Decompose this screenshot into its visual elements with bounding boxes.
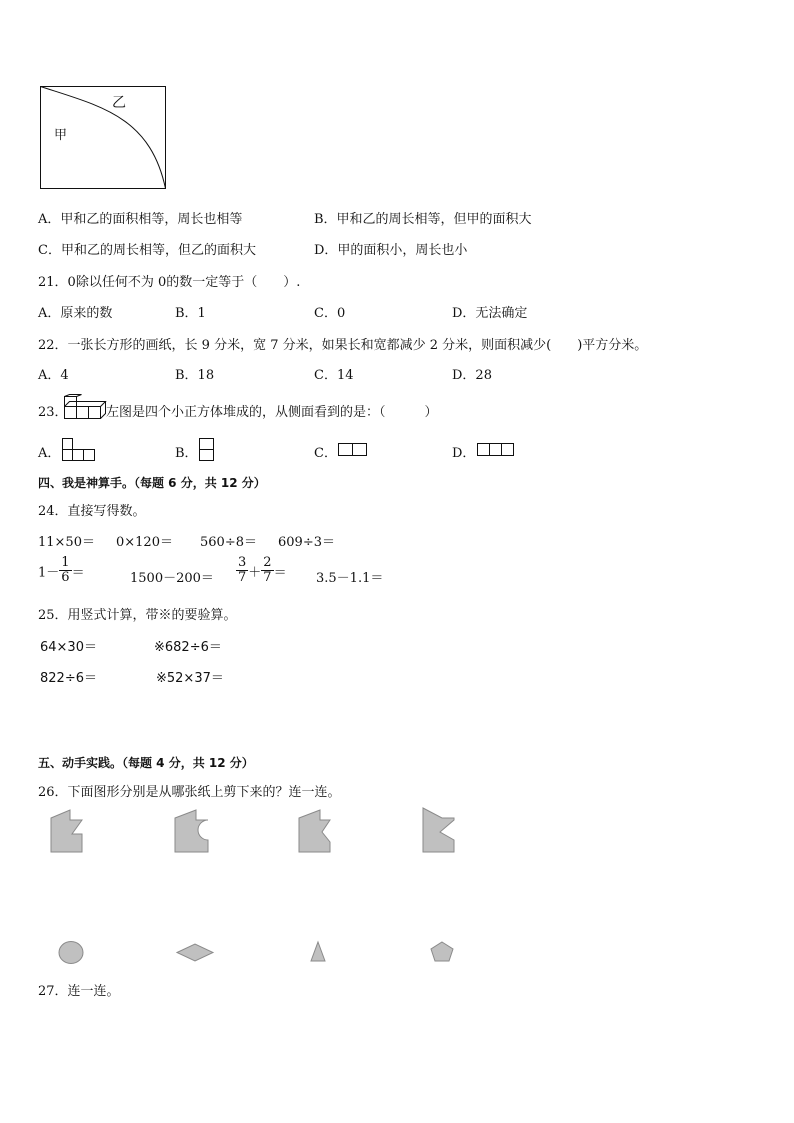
q20-option-a[interactable]: A．甲和乙的面积相等，周长也相等 bbox=[38, 212, 243, 227]
paper-shape-1[interactable] bbox=[50, 808, 84, 854]
rhombus-shape[interactable] bbox=[176, 942, 216, 964]
calc-row1-4: 609÷3＝ bbox=[278, 535, 335, 550]
q23-option-c[interactable]: C． bbox=[314, 446, 337, 461]
q20-option-d[interactable]: D．甲的面积小，周长也小 bbox=[314, 243, 468, 258]
circle-shape[interactable] bbox=[58, 940, 86, 966]
view-b-icon bbox=[199, 438, 215, 462]
cube-stack-icon bbox=[64, 394, 106, 420]
vertical-calc-3: 822÷6＝ bbox=[40, 671, 97, 686]
vertical-calc-4: ※52×37＝ bbox=[156, 671, 224, 686]
q27-stem: 27．连一连。 bbox=[38, 984, 120, 999]
q23-option-b[interactable]: B． bbox=[175, 446, 198, 461]
view-a-icon bbox=[62, 438, 98, 462]
q22-option-d[interactable]: D．28 bbox=[452, 368, 492, 383]
q21-option-d[interactable]: D．无法确定 bbox=[452, 306, 528, 321]
calc-row2-4: 3.5－1.1＝ bbox=[316, 571, 384, 586]
q20-option-b[interactable]: B．甲和乙的周长相等，但甲的面积大 bbox=[314, 212, 532, 227]
calc-row2-2: 1500－200＝ bbox=[130, 571, 214, 586]
section4-title: 四、我是神算手。（每题 6 分，共 12 分） bbox=[38, 476, 266, 490]
vertical-calc-2: ※682÷6＝ bbox=[154, 640, 222, 655]
label-jia: 甲 bbox=[54, 128, 68, 143]
vertical-calc-1: 64×30＝ bbox=[40, 640, 97, 655]
section5-title: 五、动手实践。（每题 4 分，共 12 分） bbox=[38, 756, 254, 770]
q22-option-c[interactable]: C．14 bbox=[314, 368, 354, 383]
fraction: $\frac{2}{7}$ bbox=[263, 555, 272, 586]
q24-stem: 24．直接写得数。 bbox=[38, 504, 146, 519]
fraction: $\frac{3}{7}$ bbox=[238, 555, 247, 586]
calc-row2-3: $\frac{3}{7}$ ＋ $\frac{2}{7}$ ＝ bbox=[238, 555, 287, 586]
calc-row2-1: 1－ $\frac{1}{6}$ ＝ bbox=[38, 555, 85, 586]
calc-row1-3: 560÷8＝ bbox=[200, 535, 257, 550]
q21-option-c[interactable]: C．0 bbox=[314, 306, 346, 321]
paper-shape-2[interactable] bbox=[174, 808, 210, 854]
triangle-shape[interactable] bbox=[310, 940, 328, 964]
pentagon-shape[interactable] bbox=[430, 940, 456, 964]
view-c-icon bbox=[338, 443, 368, 457]
q20-option-c[interactable]: C．甲和乙的周长相等，但乙的面积大 bbox=[38, 243, 256, 258]
calc-row1-1: 11×50＝ bbox=[38, 535, 95, 550]
label-yi: 乙 bbox=[112, 95, 126, 111]
q22-option-b[interactable]: B．18 bbox=[175, 368, 215, 383]
q22-option-a[interactable]: A．4 bbox=[38, 368, 69, 383]
calc-row1-2: 0×120＝ bbox=[116, 535, 173, 550]
q21-stem: 21．0除以任何不为 0的数一定等于（ ）. bbox=[38, 275, 301, 290]
q23-option-d[interactable]: D． bbox=[452, 446, 476, 461]
q23-number: 23． bbox=[38, 405, 68, 420]
q23-stem: 左图是四个小正方体堆成的，从侧面看到的是：（ ） bbox=[106, 405, 438, 420]
paper-shape-4[interactable] bbox=[422, 806, 458, 854]
q23-option-a[interactable]: A． bbox=[38, 446, 61, 461]
view-d-icon bbox=[477, 443, 517, 457]
q21-option-b[interactable]: B．1 bbox=[175, 306, 206, 321]
paper-shape-3[interactable] bbox=[298, 808, 334, 854]
q25-stem: 25．用竖式计算，带※的要验算。 bbox=[38, 608, 237, 623]
q26-stem: 26．下面图形分别是从哪张纸上剪下来的？连一连。 bbox=[38, 785, 341, 800]
q22-stem: 22．一张长方形的画纸，长 9 分米，宽 7 分米，如果长和宽都减少 2 分米，则面积减少( )平方分米。 bbox=[38, 338, 648, 353]
fraction: $\frac{1}{6}$ bbox=[61, 555, 70, 586]
q21-option-a[interactable]: A．原来的数 bbox=[38, 306, 113, 321]
